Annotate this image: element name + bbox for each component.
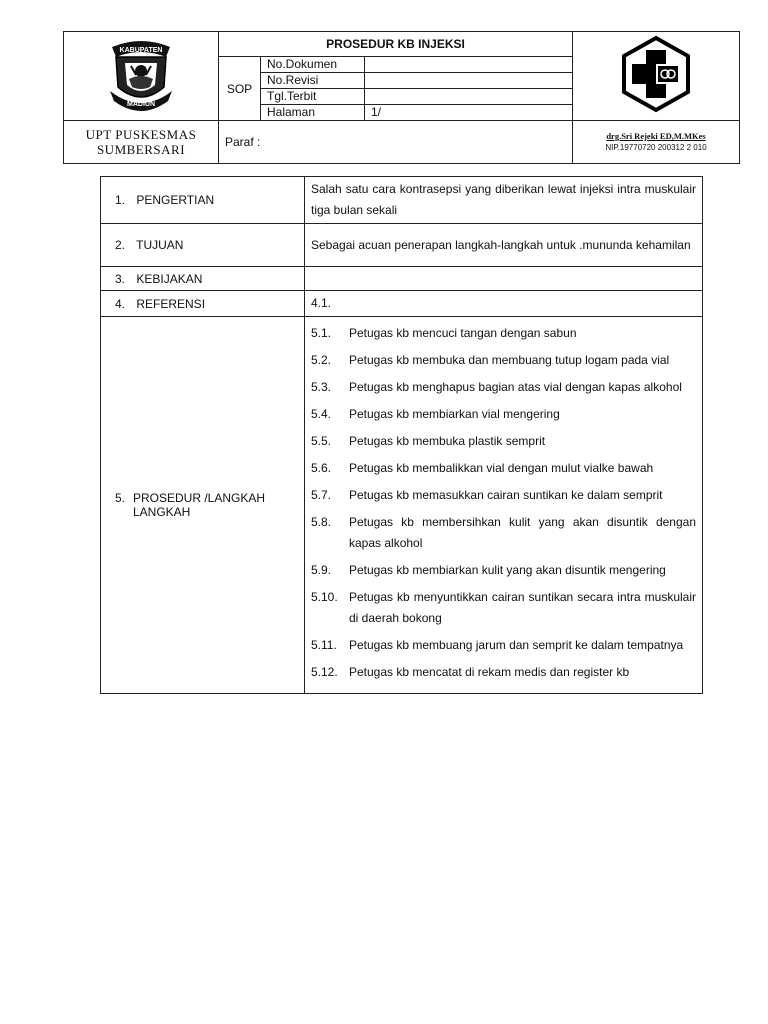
section-title: PENGERTIAN	[136, 193, 215, 207]
step-number: 5.7.	[311, 488, 332, 502]
signer-name: drg.Sri Rejeki ED,M.MKes	[606, 131, 706, 141]
procedure-step	[311, 635, 696, 656]
step-number: 5.4.	[311, 407, 332, 421]
procedure-step	[311, 323, 696, 344]
puskesmas-cross-logo-icon	[618, 34, 694, 114]
section-title: PROSEDUR /LANGKAH LANGKAH	[133, 491, 266, 519]
meta-label-halaman: Halaman	[261, 105, 365, 121]
procedure-step	[311, 560, 696, 581]
section-text-tujuan: Sebagai acuan penerapan langkah-langkah untuk .mununda kehamilan	[305, 224, 703, 267]
step-number: 5.6.	[311, 461, 332, 475]
section-number: 1.	[115, 193, 126, 207]
step-text: Petugas kb memasukkan cairan suntikan ke dalam semprit	[349, 488, 663, 502]
step-number: 5.10.	[311, 590, 338, 604]
step-text: Petugas kb mencuci tangan dengan sabun	[349, 326, 577, 340]
procedure-step	[311, 377, 696, 398]
meta-value-no-dokumen	[365, 57, 573, 73]
section-number: 5.	[115, 491, 126, 505]
sop-header-table	[63, 31, 740, 164]
step-text: Petugas kb membersihkan kulit yang akan disuntik dengan kapas alkohol	[349, 515, 696, 550]
procedure-step	[311, 485, 696, 506]
step-number: 5.11.	[311, 638, 337, 652]
section-text-kebijakan	[305, 267, 703, 291]
procedure-steps-list	[311, 319, 696, 691]
regency-logo-cell	[64, 32, 219, 121]
procedure-step	[311, 458, 696, 479]
section-label-pengertian	[101, 177, 305, 224]
section-number: 4.	[115, 296, 126, 311]
step-number: 5.9.	[311, 563, 332, 577]
procedure-step	[311, 431, 696, 452]
step-number: 5.8.	[311, 515, 332, 529]
step-text: Petugas kb membuka plastik semprit	[349, 434, 546, 448]
section-title: TUJUAN	[136, 238, 184, 252]
puskesmas-logo-cell	[573, 32, 740, 121]
signer-nip: NIP.19770720 200312 2 010	[605, 143, 707, 152]
org-line-2: SUMBERSARI	[96, 142, 186, 157]
section-text-referensi: 4.1.	[305, 291, 703, 317]
procedure-step	[311, 404, 696, 425]
step-text: Petugas kb membiarkan vial mengering	[349, 407, 560, 421]
step-text: Petugas kb membuka dan membuang tutup logam pada vial	[349, 353, 670, 367]
step-text: Petugas kb mencatat di rekam medis dan register kb	[349, 665, 630, 679]
step-text: Petugas kb menyuntikkan cairan suntikan secara intra muskulair di daerah bokong	[349, 590, 696, 625]
organization-name	[64, 121, 219, 164]
meta-value-no-revisi	[365, 73, 573, 89]
signatory-block	[573, 121, 740, 164]
section-number: 2.	[115, 238, 126, 252]
sop-content-table	[100, 176, 703, 694]
section-number: 3.	[115, 271, 126, 286]
crest-top-text: KABUPATEN	[119, 46, 163, 54]
meta-value-halaman: 1/	[365, 105, 573, 121]
meta-label-tgl-terbit: Tgl.Terbit	[261, 89, 365, 105]
org-line-1: UPT PUSKESMAS	[85, 127, 197, 142]
step-number: 5.5.	[311, 434, 332, 448]
step-text: Petugas kb membalikkan vial dengan mulut vialke bawah	[349, 461, 654, 475]
procedure-step	[311, 587, 696, 629]
procedure-steps-cell	[305, 317, 703, 694]
step-text: Petugas kb menghapus bagian atas vial dengan kapas alkohol	[349, 380, 682, 394]
section-label-prosedur	[101, 317, 305, 694]
section-label-referensi	[101, 291, 305, 317]
meta-label-no-dokumen: No.Dokumen	[261, 57, 365, 73]
step-number: 5.1.	[311, 326, 332, 340]
section-label-tujuan	[101, 224, 305, 267]
sop-label: SOP	[219, 57, 261, 121]
step-text: Petugas kb membiarkan kulit yang akan disuntik mengering	[349, 563, 666, 577]
meta-label-no-revisi: No.Revisi	[261, 73, 365, 89]
section-text-pengertian: Salah satu cara kontrasepsi yang diberikan lewat injeksi intra muskulair tiga bulan sekali	[305, 177, 703, 224]
paraf-field: Paraf :	[219, 121, 573, 164]
section-title: KEBIJAKAN	[136, 271, 203, 286]
procedure-step	[311, 350, 696, 371]
meta-value-tgl-terbit	[365, 89, 573, 105]
section-label-kebijakan	[101, 267, 305, 291]
step-text: Petugas kb membuang jarum dan semprit ke dalam tempatnya	[349, 638, 684, 652]
crest-bottom-text: MADIUN	[127, 100, 155, 108]
madiun-regency-crest-icon	[100, 33, 182, 115]
procedure-step	[311, 662, 696, 683]
step-number: 5.12.	[311, 665, 338, 679]
step-number: 5.3.	[311, 380, 332, 394]
section-title: REFERENSI	[136, 296, 206, 311]
document-title: PROSEDUR KB INJEKSI	[219, 32, 573, 57]
procedure-step	[311, 512, 696, 554]
step-number: 5.2.	[311, 353, 332, 367]
